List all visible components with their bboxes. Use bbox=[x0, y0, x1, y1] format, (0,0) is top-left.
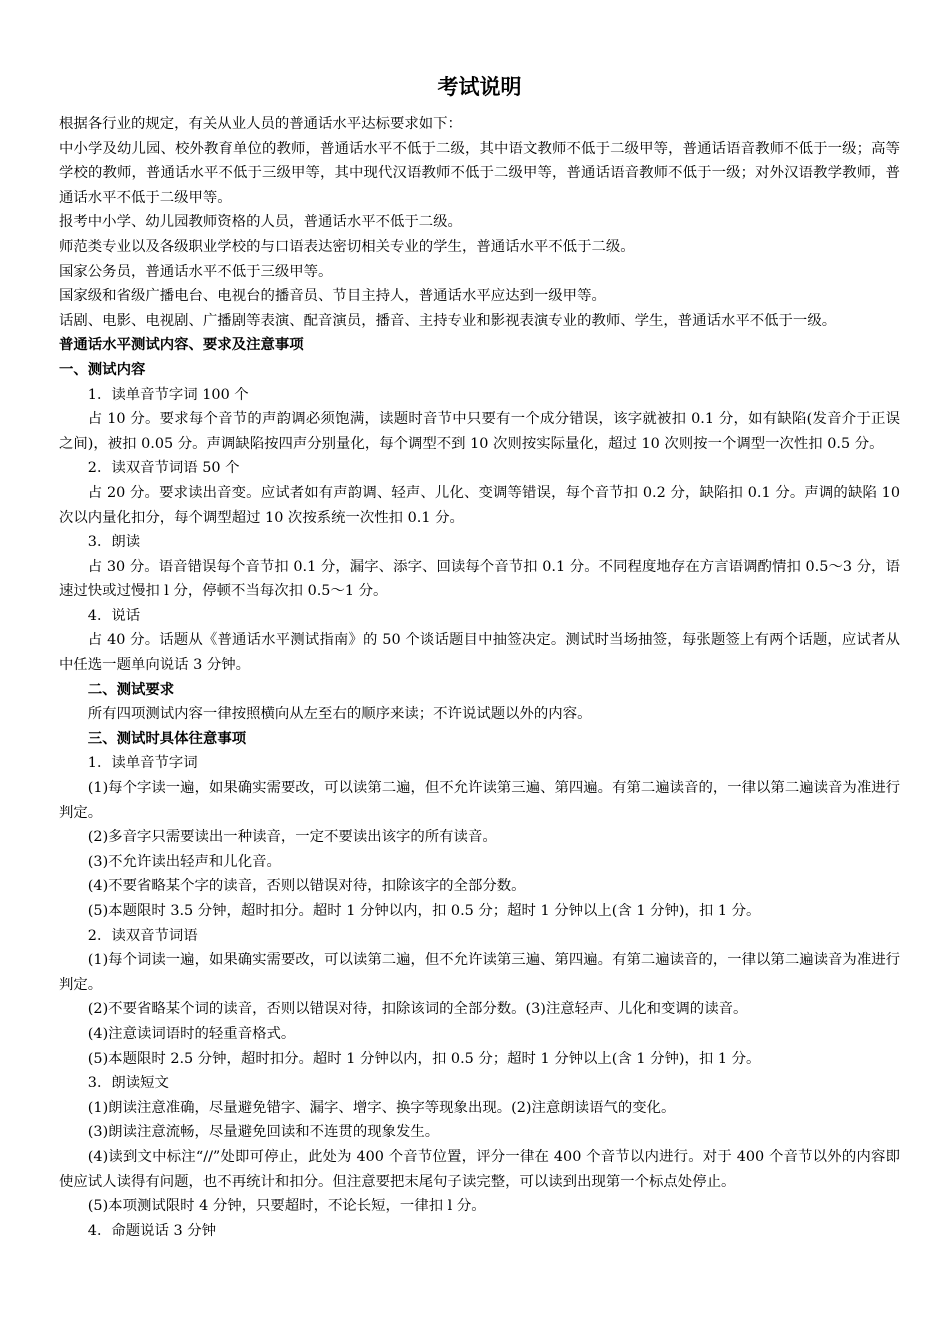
section-heading: 二、测试要求 bbox=[87, 680, 175, 698]
item-desc: 占 30 分。语音错误每个音节扣 0.1 分，漏字、添字、回读每个音节扣 0.1 分。不同程度地存在方言语调酌情扣 0.5～3 分，语速过快或过慢扣 l 分，停顿不当每次扣 0.5～1 分。 bbox=[59, 558, 900, 600]
list-item: (5)本项测试限时 4 分钟，只要超时，不论长短，一律扣 l 分。 bbox=[87, 1198, 486, 1215]
list-item: (1)每个词读一遍，如果确实需要改，可以读第二遍，但不允许读第三遍、第四遍。有第二遍读音的，一律以第二遍读音为准进行判定。 bbox=[59, 952, 900, 993]
list-item: (3)朗读注意流畅，尽量避免回读和不连贯的现象发生。 bbox=[87, 1124, 440, 1141]
main-heading: 普通话水平测试内容、要求及注意事项 bbox=[59, 336, 304, 354]
item-title: 4．说话 bbox=[87, 607, 141, 624]
intro-line: 国家级和省级广播电台、电视台的播音员、节目主持人，普通话水平应达到一级甲等。 bbox=[59, 288, 606, 305]
subsection-title: 3．朗读短文 bbox=[87, 1075, 169, 1092]
section-heading: 三、测试时具体往意事项 bbox=[87, 729, 247, 747]
subsection-title: 2．读双音节词语 bbox=[87, 927, 198, 944]
intro-line: 中小学及幼儿园、校外教育单位的教师，普通话水平不低于二级，其中语文教师不低于二级甲等，普通话语音教师不低于一级；高等学校的教师，普通话水平不低于三级甲等，其中现代汉语教师不低于二级甲等，普通话语音教师不低于一级；对外汉语教学教师，普通话水平不低于二级甲等。 bbox=[59, 140, 900, 206]
intro-line: 根据各行业的规定，有关从业人员的普通话水平达标要求如下： bbox=[59, 116, 462, 132]
item-title: 2．读双音节词语 50 个 bbox=[87, 460, 240, 477]
intro-line: 报考中小学、幼儿园教师资格的人员，普通话水平不低于二级。 bbox=[59, 214, 462, 231]
intro-line: 国家公务员，普通话水平不低于三级甲等。 bbox=[59, 263, 333, 280]
item-title: 3．朗读 bbox=[87, 534, 141, 551]
list-item: (5)本题限时 3.5 分钟，超时扣分。超时 1 分钟以内，扣 0.5 分；超时 1 分钟以上(含 1 分钟)，扣 1 分。 bbox=[87, 903, 761, 919]
page-title: 考试说明 bbox=[437, 75, 522, 99]
list-item: (1)朗读注意准确，尽量避免错字、漏字、增字、换字等现象出现。(2)注意朗读语气的变化。 bbox=[87, 1099, 676, 1116]
item-desc: 占 10 分。要求每个音节的声韵调必须饱满，读题时音节中只要有一个成分错误，该字就被扣 0.1 分，如有缺陷(发音介于正误之间)，被扣 0.05 分。声调缺陷按四声分别量化，每个调型不到 10 次则按实际量化，超过 10 次则按一个调型一次性扣 0.5 分。 bbox=[59, 411, 900, 452]
section-heading: 一、测试内容 bbox=[59, 360, 146, 378]
list-item: (2)多音字只需要读出一种读音，一定不要读出该字的所有读音。 bbox=[87, 829, 497, 846]
item-desc: 占 20 分。要求读出音变。应试者如有声韵调、轻声、儿化、变调等错误，每个音节扣 0.2 分，缺陷扣 0.1 分。声调的缺陷 10 次以内量化扣分，每个调型超过 10 次按系统一次性扣 0.1 分。 bbox=[59, 484, 900, 526]
subsection-title: 1．读单音节字词 bbox=[87, 755, 198, 772]
list-item: (4)注意读词语时的轻重音格式。 bbox=[87, 1025, 296, 1042]
intro-line: 话剧、电影、电视剧、广播剧等表演、配音演员，播音、主持专业和影视表演专业的教师、学生，普通话水平不低于一级。 bbox=[59, 312, 837, 329]
subsection-title: 4．命题说话 3 分钟 bbox=[87, 1222, 216, 1239]
list-item: (1)每个字读一遍，如果确实需要改，可以读第二遍，但不允许读第三遍、第四遍。有第二遍读音的，一律以第二遍读音为准进行判定。 bbox=[59, 780, 900, 821]
list-item: (3)不允许读出轻声和儿化音。 bbox=[87, 853, 281, 870]
list-item: (5)本题限时 2.5 分钟，超时扣分。超时 1 分钟以内，扣 0.5 分；超时 1 分钟以上(含 1 分钟)，扣 1 分。 bbox=[87, 1050, 761, 1067]
item-desc: 占 40 分。话题从《普通话水平测试指南》的 50 个谈话题目中抽签决定。测试时当场抽签，每张题签上有两个话题，应试者从中任选一题单向说话 3 分钟。 bbox=[59, 632, 900, 674]
list-item: (4)读到文中标注“//”处即可停止，此处为 400 个音节位置，评分一律在 400 个音节以内进行。对于 400 个音节以外的内容即使应试人读得有问题，也不再统计和扣分。但注意要把末尾句子读完整，可以读到出现第一个标点处停止。 bbox=[59, 1148, 900, 1190]
item-title: 1．读单音节字词 100 个 bbox=[87, 386, 249, 403]
section-text: 所有四项测试内容一律按照横向从左至右的顺序来读；不许说试题以外的内容。 bbox=[87, 706, 592, 723]
list-item: (2)不要省略某个词的读音，否则以错误对待，扣除该词的全部分数。(3)注意轻声、儿化和变调的读音。 bbox=[87, 1001, 748, 1018]
intro-line: 师范类专业以及各级职业学校的与口语表达密切相关专业的学生，普通话水平不低于二级。 bbox=[59, 238, 635, 255]
list-item: (4)不要省略某个字的读音，否则以错误对待，扣除该字的全部分数。 bbox=[87, 878, 526, 895]
